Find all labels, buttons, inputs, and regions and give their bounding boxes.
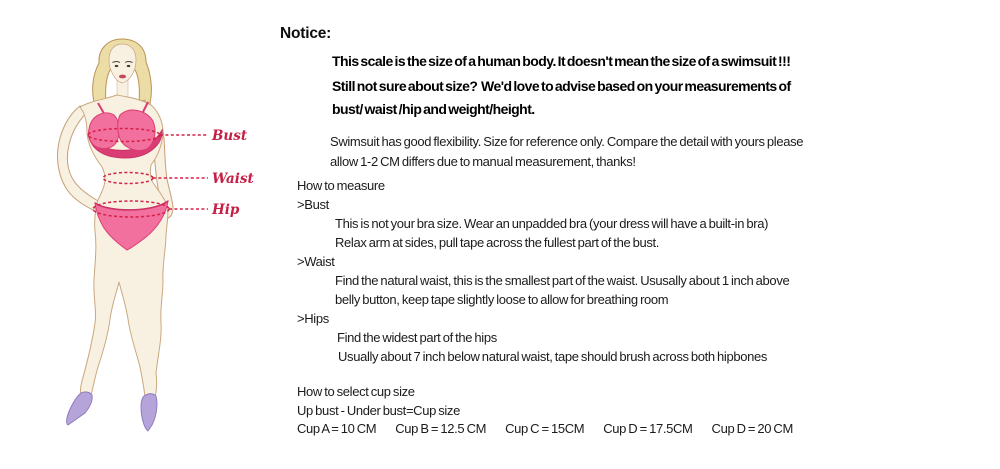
section-bust-line-1: This is not your bra size. Wear an unpadded bra (your dress will have a built-in bra)	[335, 216, 769, 231]
shoes	[67, 392, 157, 431]
cup-size-value: Cup D = 20 CM	[711, 421, 793, 436]
notice-warning-line-3: bust/ waist /hip and weight/height.	[332, 101, 535, 117]
cup-size-value: Cup C = 15CM	[505, 421, 585, 436]
section-hips-heading: >Hips	[297, 311, 329, 326]
cup-size-value: Cup D = 17.5CM	[603, 421, 693, 436]
cup-size-formula: Up bust - Under bust=Cup size	[297, 403, 460, 418]
right-shoe	[141, 394, 157, 431]
how-to-measure-heading: How to measure	[297, 178, 385, 193]
cup-size-value: Cup A = 10 CM	[297, 421, 377, 436]
section-waist-line-1: Find the natural waist, this is the smallest part of the waist. Ususally about 1 inch above	[335, 273, 790, 288]
section-waist-heading: >Waist	[297, 254, 335, 269]
hip-label: Hip	[212, 202, 240, 218]
intro-line-1: Swimsuit has good flexibility. Size for reference only. Compare the detail with yours please	[330, 134, 804, 149]
cup-size-values-row	[297, 421, 793, 436]
section-bust-heading: >Bust	[297, 197, 329, 212]
body-figure-illustration	[0, 0, 270, 469]
waist-label: Waist	[212, 171, 254, 187]
notice-warning-line-1: This scale is the size of a human body. It doesn't mean the size of a swimsuit !!!	[332, 53, 791, 69]
notice-title: Notice:	[280, 25, 332, 42]
cup-size-value: Cup B = 12.5 CM	[395, 421, 487, 436]
face	[109, 44, 136, 83]
cup-size-heading: How to select cup size	[297, 384, 415, 399]
section-bust-line-2: Relax arm at sides, pull tape across the fullest part of the bust.	[335, 235, 660, 250]
intro-line-2: allow 1-2 CM differs due to manual measurement, thanks!	[330, 154, 636, 169]
bust-label: Bust	[212, 128, 248, 144]
section-hips-line-1: Find the widest part of the hips	[337, 330, 497, 345]
section-waist-line-2: belly button, keep tape slightly loose to allow for breathing room	[335, 292, 669, 307]
notice-warning-line-2: Still not sure about size? We'd love to advise based on your measurements of	[332, 78, 791, 94]
left-shoe	[67, 392, 93, 425]
section-hips-line-2: Usually about 7 inch below natural waist, tape should brush across both hipbones	[338, 349, 768, 364]
body-measurement-figure	[0, 0, 270, 469]
